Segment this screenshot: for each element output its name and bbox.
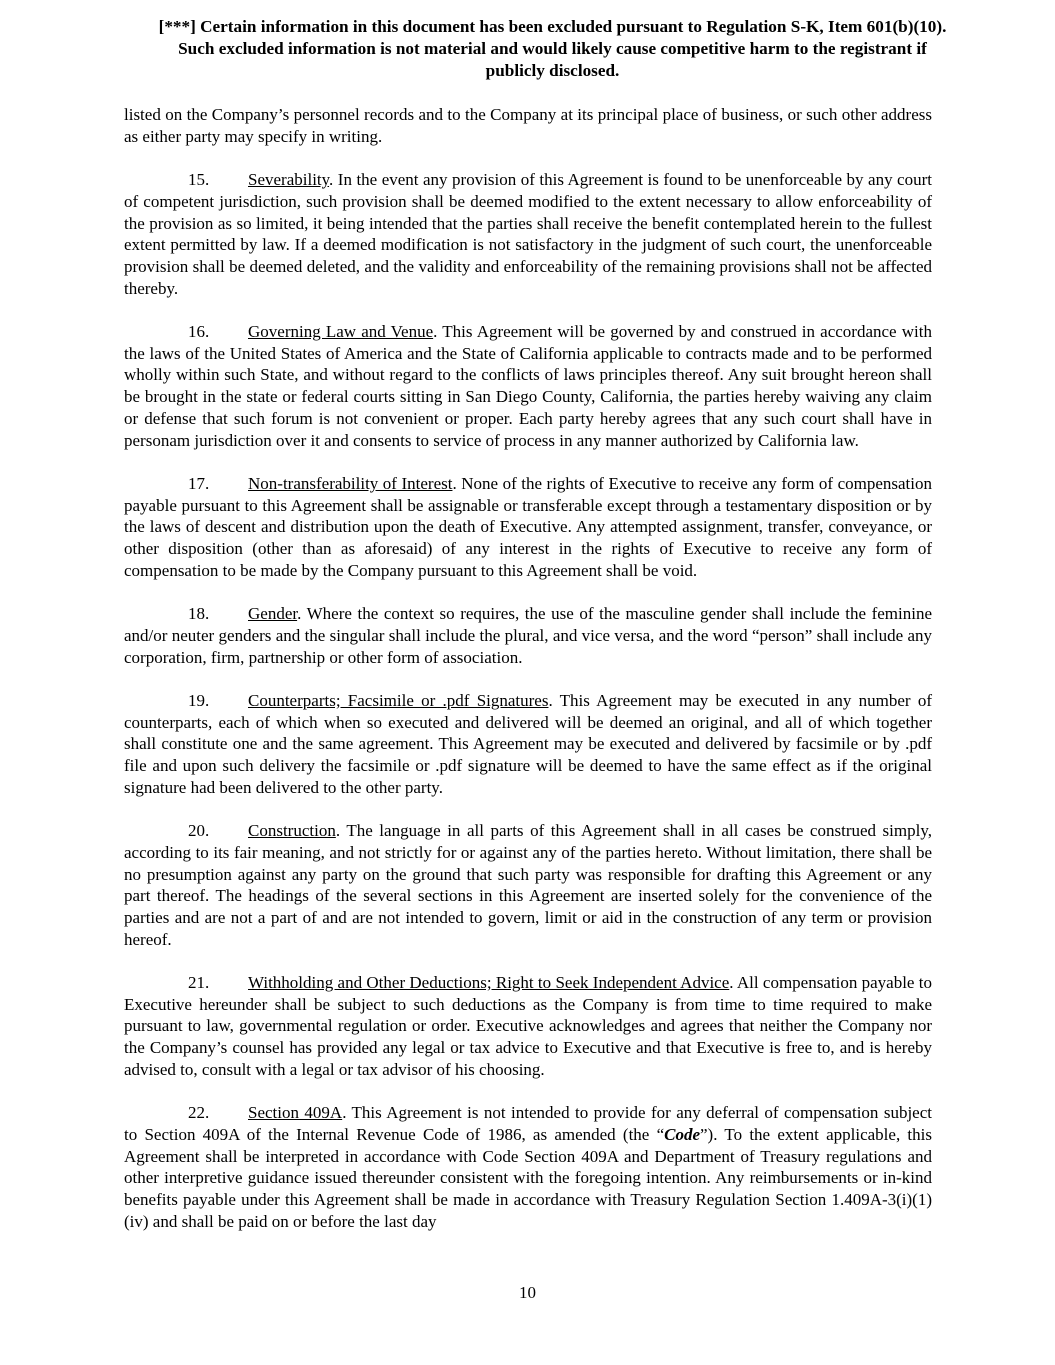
page-number: 10: [519, 1283, 536, 1302]
legend-line-3: publicly disclosed.: [485, 61, 620, 80]
section-heading: Gender: [248, 604, 298, 624]
section-heading: Withholding and Other Deductions; Right to Seek Independent Advice: [248, 973, 730, 993]
section-heading: Governing Law and Venue: [248, 322, 434, 341]
section-text: . In the event any provision of this Agreement is found to be unenforceable by any court of competent jurisdiction, such provision shall be deemed modified to the extent necessary to allow enforceability of the provision as so limited, it being intended that the parties shall receive the benefit contemplated herein to the fullest extent permitted by law. If a deemed modification is not satisfactory in the judgment of such court, the unenforceable provision shall be deemed deleted, and the validity and enforceability of the remaining provisions shall not be affected thereby.: [124, 170, 932, 298]
section-text-after: ”). To the extent applicable, this Agreement shall be interpreted in accordance with Code Section 409A and Department of Treasury regulations and other interpretive guidance issued thereunder consistent with the foregoing intention. Any reimbursements or in-kind benefits payable under this Agreement shall be made in accordance with Treasury Regulation Section 1.409A-3(i)(1)(iv) and shall be paid on or before the last day: [124, 1124, 932, 1231]
section-17: [124, 473, 932, 582]
section-heading: Section 409A: [248, 1103, 343, 1123]
legend-line-2: Such excluded information is not material and would likely cause competitive harm to the registrant if: [178, 39, 927, 58]
section-heading: Construction: [248, 821, 336, 841]
defined-term: Code: [664, 1124, 701, 1144]
document-body: [124, 104, 932, 1254]
section-16: [124, 321, 932, 451]
section-heading: Severability: [248, 170, 330, 190]
legend-line-1: [***] Certain information in this document has been excluded pursuant to Regulation S-K, Item 601(b)(10).: [158, 17, 947, 36]
section-number: 15.: [188, 170, 210, 190]
section-text-before: . This Agreement is not intended to provide for any deferral of compensation subject to Section 409A of the Internal Revenue Code of 1986, as amended (the “: [124, 1103, 932, 1144]
section-20: [124, 820, 932, 950]
section-text: . The language in all parts of this Agreement shall in all cases be construed simply, according to its fair meaning, and not strictly for or against any of the parties hereto. Without limitation, there shall be no presumption against any party on the ground that such party was responsible for drafting this Agreement or any part thereof. The headings of the several sections in this Agreement are inserted solely for the convenience of the parties and are not a part of and are not intended to govern, limit or aid in the construction of any term or provision hereof.: [124, 821, 932, 949]
section-15: [124, 169, 932, 299]
section-number: 19.: [188, 690, 210, 710]
section-number: 16.: [188, 322, 210, 341]
continued-paragraph: listed on the Company’s personnel records and to the Company at its principal place of business, or such other address as either party may specify in writing.: [124, 105, 932, 146]
section-21: [124, 972, 932, 1081]
section-number: 22.: [188, 1103, 210, 1123]
section-number: 17.: [188, 473, 210, 493]
section-text: . None of the rights of Executive to receive any form of compensation payable pursuant to this Agreement shall be assignable or transferable except through a testamentary disposition or by the laws of descent and distribution upon the death of Executive. Any attempted assignment, transfer, conveyance, or other disposition (other than as aforesaid) of any interest in the rights of Executive to receive any form of compensation to be made by the Company pursuant to this Agreement shall be void.: [124, 473, 932, 580]
section-number: 20.: [188, 821, 210, 841]
section-text: . All compensation payable to Executive hereunder shall be subject to such deductions as the Company is from time to time required to make pursuant to law, governmental regulation or order. Executive acknowledges and agrees that neither the Company nor the Company’s counsel has provided any legal or tax advice to Executive and that Executive is free to, and is hereby advised to, consult with a legal or tax advisor of his choosing.: [124, 973, 932, 1079]
section-heading: Counterparts; Facsimile or .pdf Signatures: [248, 690, 549, 710]
section-number: 21.: [188, 973, 210, 993]
section-text: . Where the context so requires, the use of the masculine gender shall include the feminine and/or neuter genders and the singular shall include the plural, and vice versa, and the word “person” shall include any corporation, firm, partnership or other form of association.: [124, 604, 932, 667]
section-text: . This Agreement will be governed by and construed in accordance with the laws of the United States of America and the State of California applicable to contracts made and to be performed wholly within such State, and without regard to the conflicts of laws principles thereof. Any suit brought hereon shall be brought in the state or federal courts sitting in San Diego County, California, the parties hereby waiving any claim or defense that such forum is not convenient or proper. Each party hereby agrees that any such court shall have in personam jurisdiction over it and consents to service of process in any manner authorized by California law.: [124, 322, 932, 450]
section-heading: Non-transferability of Interest: [248, 473, 453, 493]
confidentiality-legend: [80, 16, 1025, 82]
section-18: [124, 603, 932, 668]
section-text: . This Agreement may be executed in any number of counterparts, each of which when so executed and delivered will be deemed an original, and all of which together shall constitute one and the same agreement. This Agreement may be executed and delivered by facsimile or by .pdf file and upon such delivery the facsimile or .pdf signature will be deemed to have the same effect as if the original signature had been delivered to the other party.: [124, 690, 933, 797]
section-number: 18.: [188, 604, 210, 624]
section-22: [124, 1102, 932, 1232]
section-19: [124, 690, 932, 799]
